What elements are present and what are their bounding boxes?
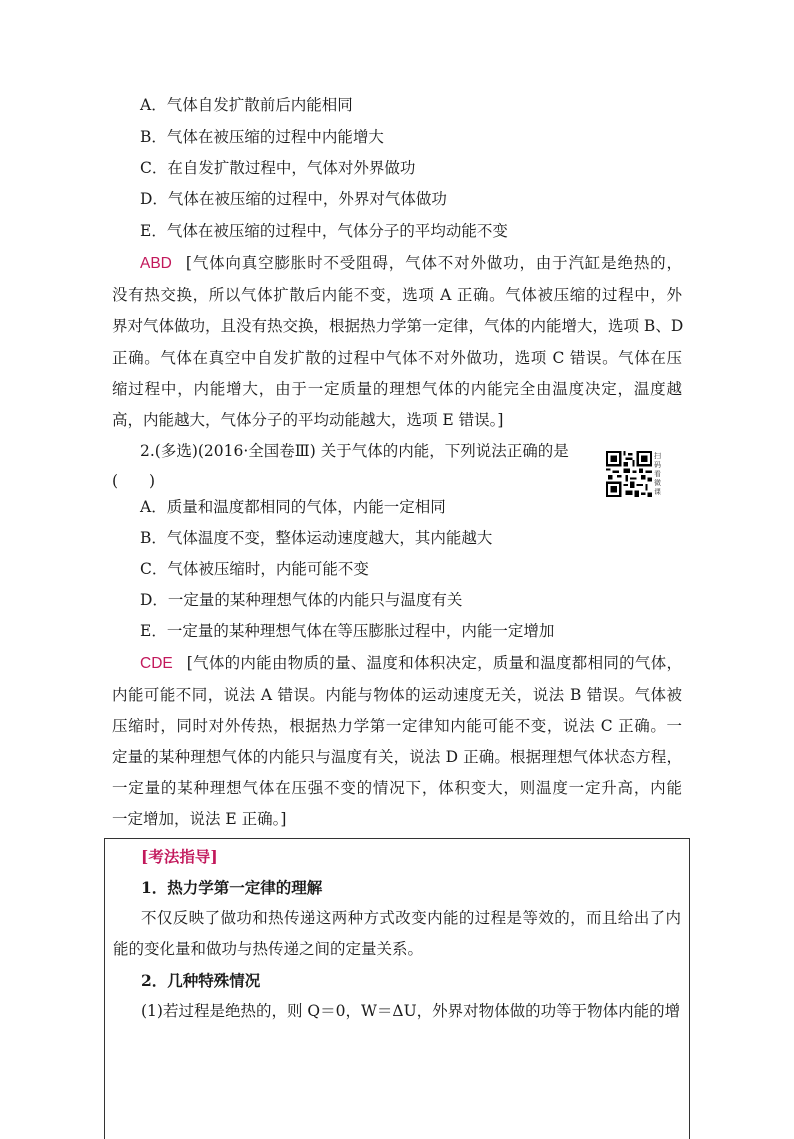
q2-explanation-line-3: 压缩时，同时对外传热，根据热力学第一定律知内能可能不变，说法 C 正确。一 [112,717,682,735]
guide-title: [考法指导] [141,847,218,866]
guide-heading-2: 2．几种特殊情况 [141,971,261,990]
q2-explanation-line-2: 内能可能不同，说法 A 错误。内能与物体的运动速度无关，说法 B 错误。气体被 [112,686,682,704]
q1-answer: ABD [140,255,172,272]
q1-explanation-line-5: 缩过程中，内能增大，由于一定质量的理想气体的内能完全由温度决定，温度越 [112,380,682,398]
q2-option-e: E．一定量的某种理想气体在等压膨胀过程中，内能一定增加 [140,622,555,640]
q2-explanation-line-1: CDE [气体的内能由物质的量、温度和体积决定，质量和温度都相同的气体， [140,654,682,672]
q1-option-d: D．气体在被压缩的过程中，外界对气体做功 [140,190,447,208]
method-guide-box [104,838,690,1139]
guide-paragraph-1-line-2: 能的变化量和做功与热传递之间的定量关系。 [113,940,424,958]
q2-explanation-line-6: 一定增加，说法 E 正确。] [112,810,287,828]
qr-caption: 扫码看微课 [654,452,661,496]
guide-paragraph-1-line-1: 不仅反映了做功和热传递这两种方式改变内能的过程是等效的，而且给出了内 [141,909,681,927]
qr-code-icon[interactable] [606,451,652,497]
q1-option-e: E．气体在被压缩的过程中，气体分子的平均动能不变 [140,222,508,240]
q2-option-b: B．气体温度不变，整体运动速度越大，其内能越大 [140,529,493,547]
q2-answer: CDE [140,655,173,672]
q2-option-d: D．一定量的某种理想气体的内能只与温度有关 [140,591,463,609]
q2-explanation-line-5: 一定量的某种理想气体在压强不变的情况下，体积变大，则温度一定升高，内能 [112,779,682,797]
q1-explanation-line-4: 正确。气体在真空中自发扩散的过程中气体不对外做功，选项 C 错误。气体在压 [112,349,682,367]
q2-option-a: A．质量和温度都相同的气体，内能一定相同 [140,498,446,516]
guide-item-1: (1)若过程是绝热的，则 Q＝0，W＝ΔU，外界对物体做的功等于物体内能的增 [141,1002,681,1020]
q1-option-b: B．气体在被压缩的过程中内能增大 [140,128,384,146]
q2-explanation-line-4: 定量的某种理想气体的内能只与温度有关，说法 D 正确。根据理想气体状态方程， [112,748,682,766]
q2-answer-paren: ( ) [112,472,156,490]
q1-explanation-line-1: ABD [气体向真空膨胀时不受阻碍，气体不对外做功，由于汽缸是绝热的， [140,254,682,272]
q1-option-c: C．在自发扩散过程中，气体对外界做功 [140,159,416,177]
q2-stem: 2.(多选)(2016·全国卷Ⅲ) 关于气体的内能，下列说法正确的是 [140,442,569,460]
q1-explanation-line-3: 界对气体做功，且没有热交换，根据热力学第一定律，气体的内能增大，选项 B、D [112,317,684,335]
q1-explanation-line-2: 没有热交换，所以气体扩散后内能不变，选项 A 正确。气体被压缩的过程中，外 [112,286,682,304]
q2-option-c: C．气体被压缩时，内能可能不变 [140,560,369,578]
q1-option-a: A．气体自发扩散前后内能相同 [140,96,353,114]
q1-explanation-line-6: 高，内能越大，气体分子的平均动能越大，选项 E 错误。] [112,411,504,429]
guide-heading-1: 1．热力学第一定律的理解 [141,878,323,897]
